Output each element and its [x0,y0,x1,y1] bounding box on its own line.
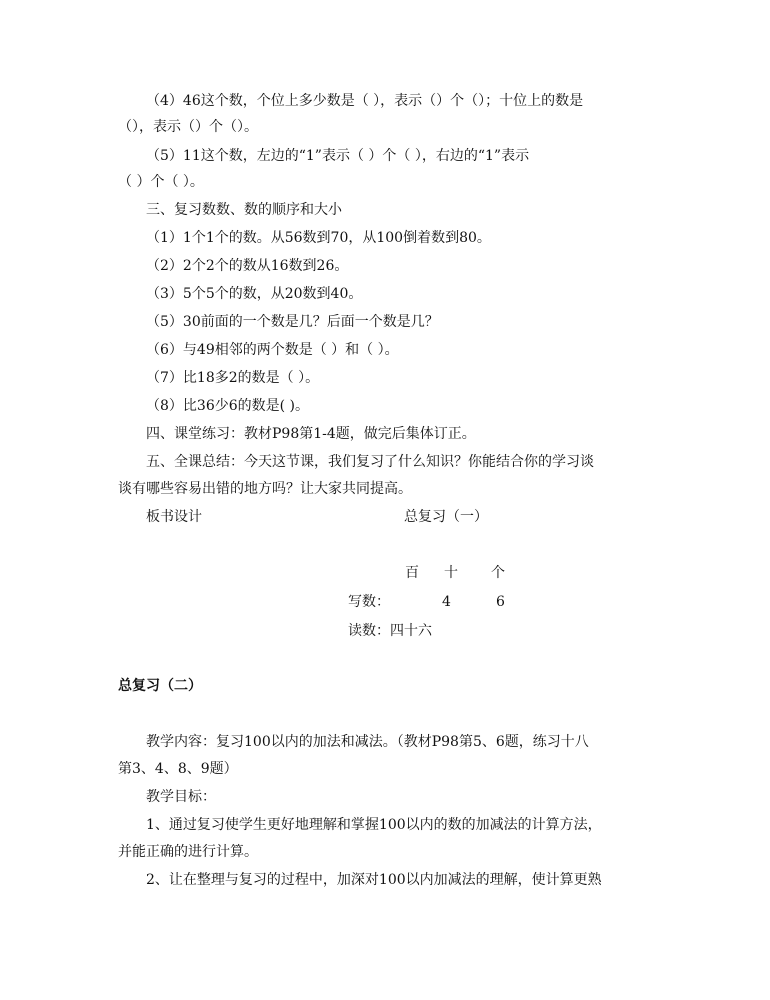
place-value-hundreds: 百 [405,565,419,581]
place-value-ones: 个 [491,565,505,581]
section-5-line-1: 五、全课总结：今天这节课，我们复习了什么知识？你能结合你的学习谈 [146,454,594,470]
teaching-content-line-1: 教学内容：复习100以内的加法和减法。（教材P98第5、6题，练习十八 [146,734,589,750]
list-item: （2）2个2个的数从16数到26。 [146,258,349,274]
goal-2-line-1: 2、让在整理与复习的过程中，加深对100以内加减法的理解，使计算更熟 [146,872,602,888]
write-number-ones: 6 [496,594,505,610]
q4-line-1: （4）46这个数，个位上多少数是（ ），表示（）个（）；十位上的数是 [146,93,584,109]
section-3-heading: 三、复习数数、数的顺序和大小 [146,202,342,218]
goal-1-line-2: 并能正确的进行计算。 [118,844,258,860]
teaching-content-line-2: 第3、4、8、9题） [118,761,238,777]
list-item: （5）30前面的一个数是几？后面一个数是几？ [146,314,439,330]
list-item: （8）比36少6的数是( )。 [146,398,310,414]
write-number-tens: 4 [442,594,451,610]
list-item: （6）与49相邻的两个数是（ ）和（ ）。 [146,342,399,358]
teaching-goals-label: 教学目标： [146,789,216,805]
q5-line-2: （ ）个（ ）。 [118,174,204,190]
section-5-line-2: 谈有哪些容易出错的地方吗？让大家共同提高。 [118,481,412,497]
list-item: （3）5个5个的数，从20数到40。 [146,286,363,302]
board-design-label: 板书设计 [146,509,202,525]
q4-line-2: （），表示（）个（）。 [118,119,258,135]
goal-1-line-1: 1、通过复习使学生更好地理解和掌握100以内的数的加减法的计算方法， [146,817,602,833]
write-number-label: 写数： [348,594,390,610]
review-2-heading: 总复习（二） [118,678,202,694]
section-4-text: 四、课堂练习：教材P98第1-4题，做完后集体订正。 [146,426,476,442]
read-number: 读数：四十六 [348,623,432,639]
list-item: （7）比18多2的数是（ ）。 [146,370,320,386]
place-value-tens: 十 [444,565,458,581]
list-item: （1）1个1个的数。从56数到70，从100倒着数到80。 [146,230,491,246]
board-title: 总复习（一） [404,509,488,525]
q5-line-1: （5）11这个数，左边的“1”表示（ ）个（ ），右边的“1”表示 [146,148,530,164]
